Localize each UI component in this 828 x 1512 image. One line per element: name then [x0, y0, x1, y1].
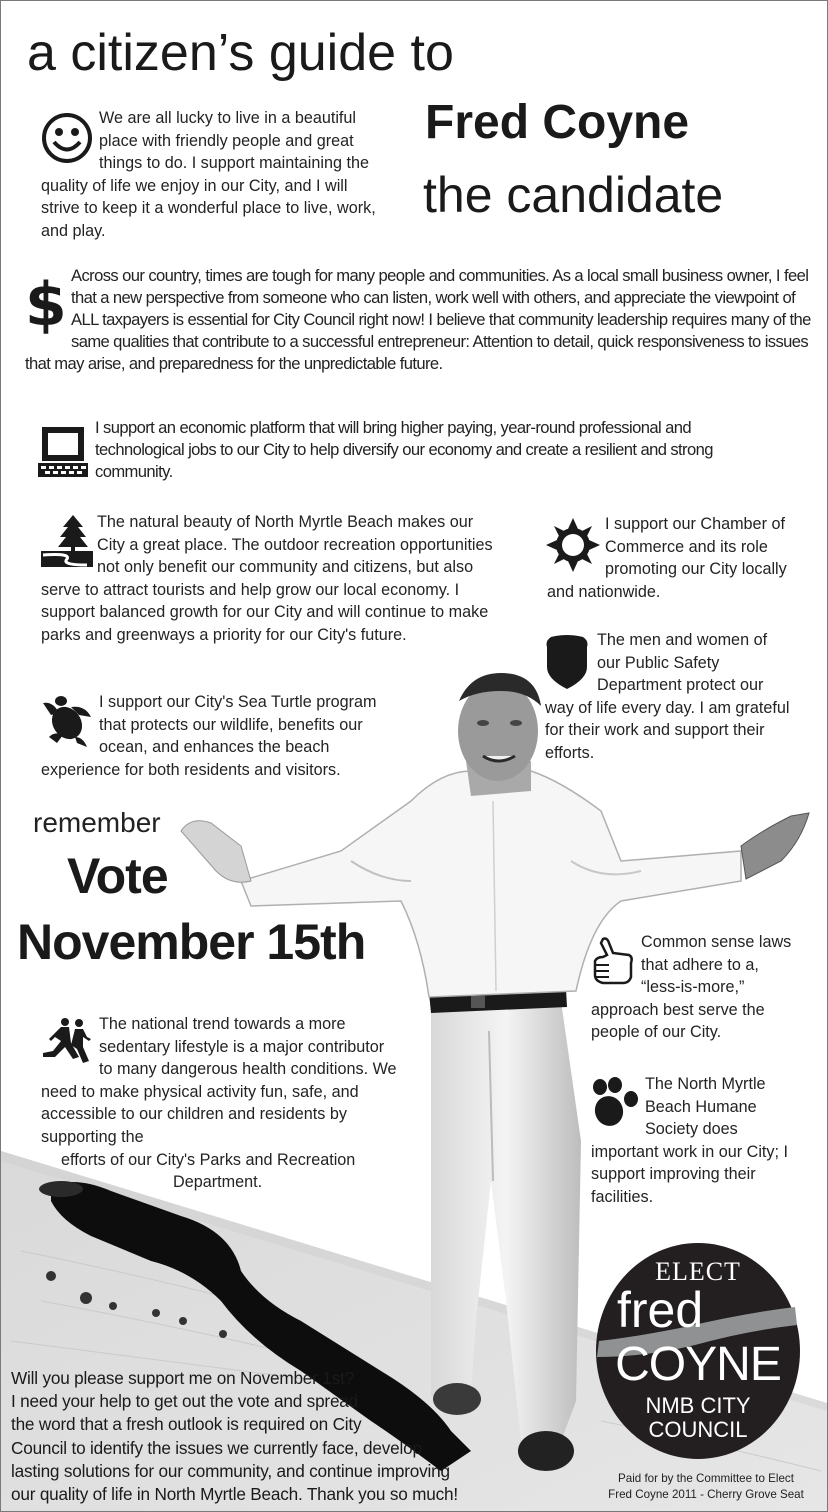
section-chamber — [547, 513, 795, 603]
thumbs-up-icon — [591, 935, 635, 989]
section-text: I support an economic platform that will bring higher paying, year-round professional and technological jobs to our City to help diversify our economy and create a resilient and strong community. — [95, 418, 713, 481]
section-quality-of-life — [41, 107, 381, 243]
section-text-end: efforts of our City's Parks and Recreation — [61, 1150, 356, 1169]
campaign-logo — [595, 1241, 801, 1461]
sea-turtle-icon — [41, 693, 93, 749]
person-left-hand — [181, 821, 251, 882]
disclaimer-line: Fred Coyne 2011 - Cherry Grove Seat — [608, 1488, 804, 1501]
section-text: The natural beauty of North Myrtle Beach makes our City a great place. The outdoor recreation opportunities not only benefit our community and citizens, but also serve to attract tourists and help grow our local economy. I support balanced growth for our City and will continue to make parks and greenways a priority for our City's future. — [41, 513, 493, 644]
section-nature — [41, 511, 501, 647]
candidate-name: Fred Coyne — [425, 96, 690, 149]
closing-line: I need your help to get out the vote and spread — [11, 1391, 359, 1412]
section-text: The national trend towards a more sedentary lifestyle is a major contributor to many dangerous health conditions. We need to make physical activity fun, safe, and accessible to our children and residents by supporting the — [41, 1015, 397, 1146]
section-text: I support our Chamber of Commerce and its role promoting our City locally and nationwide. — [547, 515, 787, 601]
section-text: I support our City's Sea Turtle program that protects our wildlife, benefits our ocean, and enhances the beach experience for both residents and visitors. — [41, 693, 377, 779]
svg-text:$: $ — [25, 270, 67, 340]
closing-line: our quality of life in North Myrtle Beach. Thank you so much! — [11, 1484, 458, 1505]
logo-elect: ELECT — [655, 1257, 741, 1286]
dollar-sign-icon — [25, 269, 67, 340]
disclaimer-line: Paid for by the Committee to Elect — [618, 1472, 794, 1485]
section-text: We are all lucky to live in a beautiful place with friendly people and great things to do. I support maintaining the quality of life we enjoy in our City, and I will strive to keep it a wonderful place to live, work, and play. — [41, 109, 376, 240]
smiley-face-icon — [41, 111, 93, 165]
closing-message — [11, 1367, 458, 1506]
computer-icon — [37, 425, 89, 479]
sun-icon — [547, 517, 599, 573]
logo-last-name: COYNE — [615, 1338, 781, 1391]
logo-line1: NMB CITY — [645, 1393, 751, 1418]
paw-print-icon — [591, 1077, 639, 1129]
section-text-end: Department. — [173, 1173, 263, 1192]
logo-line2: COUNCIL — [648, 1417, 748, 1442]
section-public-safety — [545, 629, 793, 765]
person-right-hand — [741, 813, 809, 879]
closing-line: Will you please support me on November 1st? — [11, 1368, 354, 1388]
section-common-sense — [591, 931, 801, 1044]
section-economy — [25, 265, 817, 375]
closing-line: lasting solutions for our community, and continue improving — [11, 1460, 450, 1481]
remember-label: remember — [33, 807, 161, 838]
runners-icon — [41, 1017, 93, 1073]
paid-for-disclaimer — [591, 1471, 821, 1503]
vote-label: Vote — [67, 848, 168, 904]
person-head — [458, 681, 538, 781]
section-text: Across our country, times are tough for many people and communities. As a local small business owner, I feel that a new perspective from someone who can listen, work well with others, and appreciate the viewpoint of ALL taxpayers is essential for City Council right now! I believe that community leadership requires many of the same qualities that contribute to a successful entrepreneur: Attention to detail, quick responsiveness to issues that may arise, and preparedness for the unpredictable future. — [25, 266, 811, 373]
page-title: a citizen’s guide to — [27, 24, 454, 82]
page-subtitle: the candidate — [423, 167, 724, 223]
logo-first-name: fred — [617, 1282, 704, 1338]
section-fitness — [41, 1013, 401, 1194]
shield-badge-icon — [545, 633, 589, 691]
section-jobs — [37, 417, 777, 483]
closing-line: the word that a fresh outlook is required on City — [11, 1414, 362, 1435]
section-text: Common sense laws that adhere to a, “less-is-more,” approach best serve the people of our City. — [591, 933, 792, 1042]
section-text: The North Myrtle Beach Humane Society does important work in our City; I support improving their facilities. — [591, 1075, 789, 1206]
section-text: The men and women of our Public Safety Department protect our way of life every day. I am grateful for their work and support their efforts. — [545, 631, 790, 762]
section-humane-society — [591, 1073, 801, 1209]
closing-line: Council to identify the issues we currently face, develop — [11, 1437, 422, 1458]
tree-path-icon — [41, 515, 93, 567]
election-date: November 15th — [17, 914, 366, 970]
section-sea-turtle — [41, 691, 401, 781]
